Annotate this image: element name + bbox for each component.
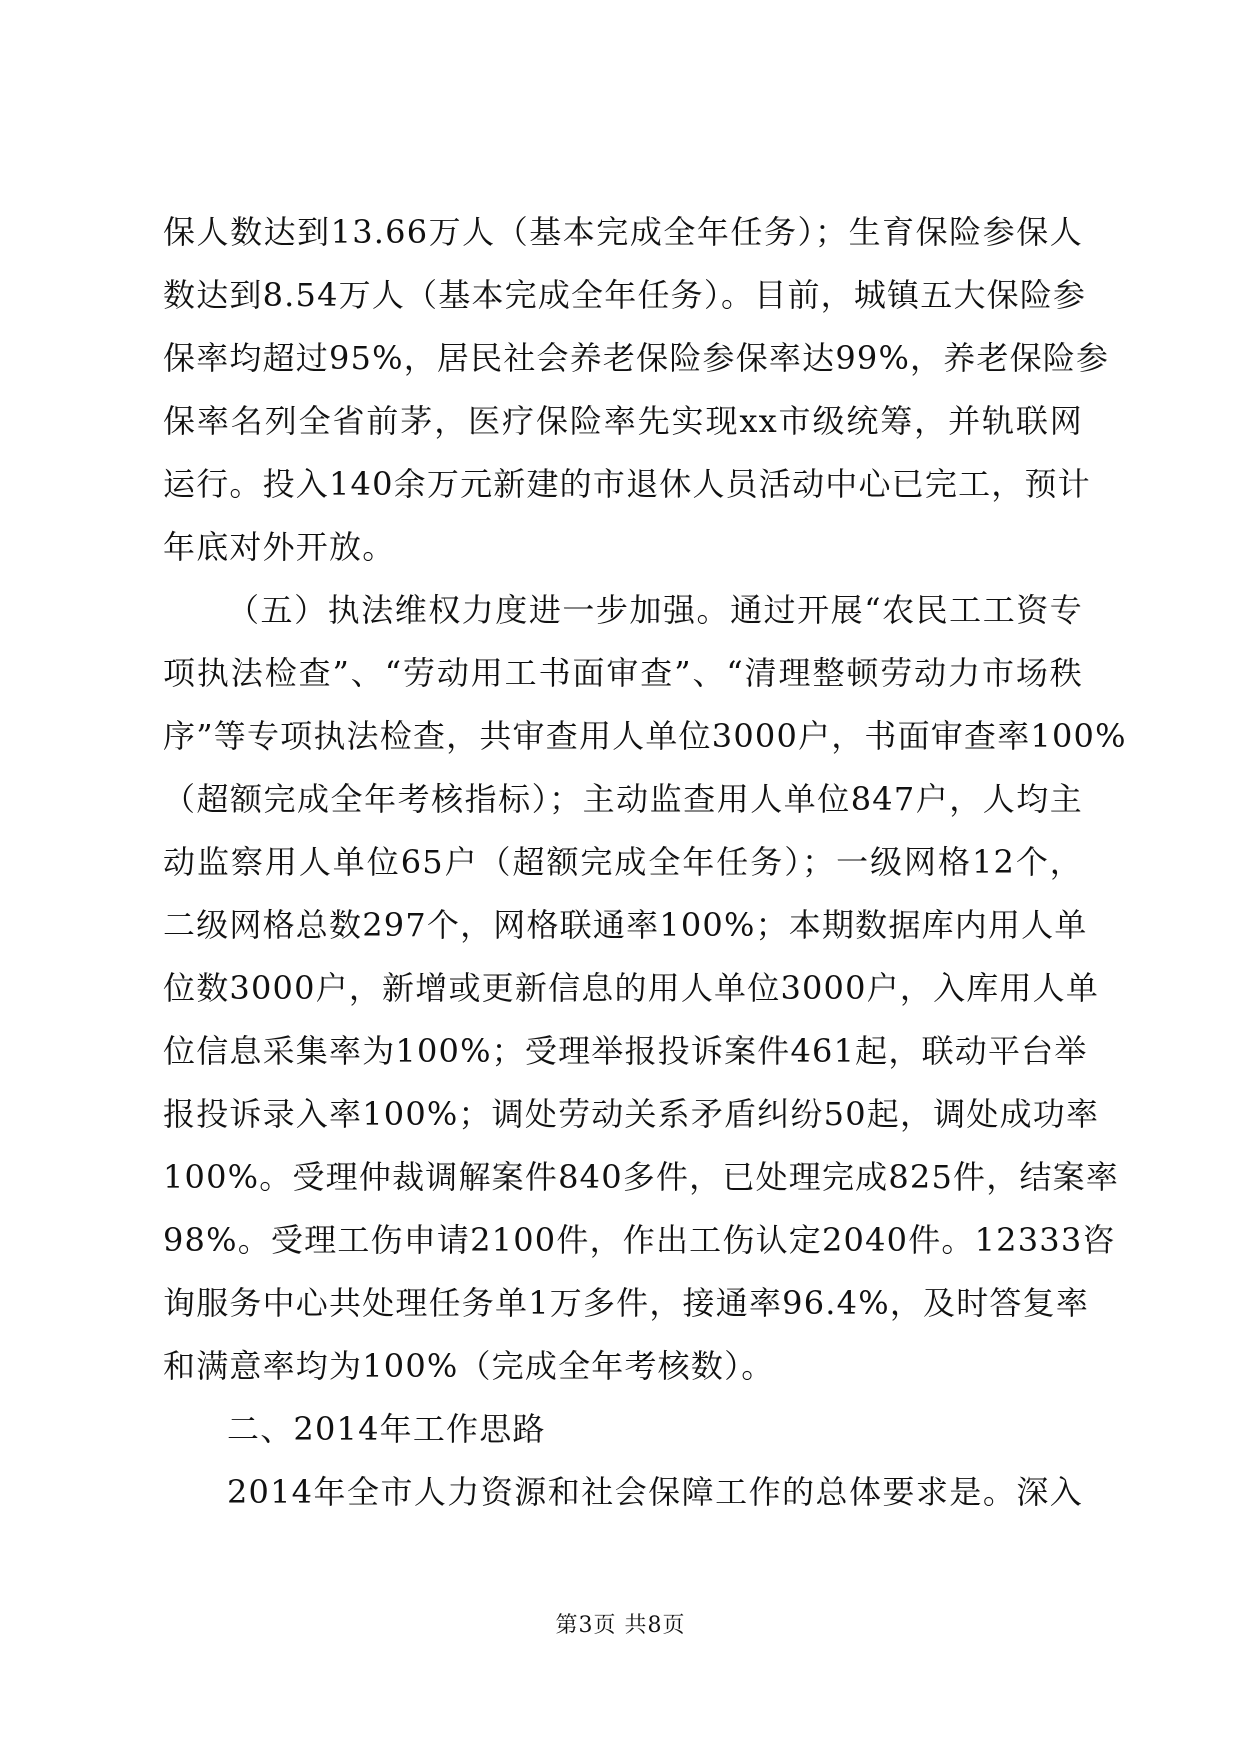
text-line: 保人数达到13.66万人（基本完成全年任务）；生育保险参保人 — [163, 213, 1083, 251]
text-line: 动监察用人单位65户（超额完成全年任务）；一级网格12个， — [163, 843, 1083, 881]
text-line: 运行。投入140余万元新建的市退休人员活动中心已完工，预计 — [163, 465, 1091, 503]
text-line: 二级网格总数297个，网格联通率100%；本期数据库内用人单 — [163, 906, 1088, 944]
text-line: 项执法检查”、“劳动用工书面审查”、“清理整顿劳动力市场秩 — [163, 654, 1083, 692]
text-line: 100%。受理仲裁调解案件840多件，已处理完成825件，结案率 — [163, 1158, 1120, 1196]
text-line: 数达到8.54万人（基本完成全年任务）。目前，城镇五大保险参 — [163, 276, 1087, 314]
text-line: 年底对外开放。 — [163, 528, 396, 566]
text-line: 位数3000户，新增或更新信息的用人单位3000户，入库用人单 — [163, 969, 1100, 1007]
text-line: 98%。受理工伤申请2100件，作出工伤认定2040件。12333咨 — [163, 1221, 1116, 1259]
text-line: 序”等专项执法检查，共审查用人单位3000户，书面审查率100% — [163, 717, 1127, 755]
text-line: 保率均超过95%，居民社会养老保险参保率达99%，养老保险参 — [163, 339, 1110, 377]
text-line: 2014年全市人力资源和社会保障工作的总体要求是。深入 — [227, 1473, 1083, 1511]
page-number-footer: 第3页 共8页 — [555, 1613, 686, 1638]
text-line: 和满意率均为100%（完成全年考核数）。 — [163, 1347, 775, 1385]
text-line: （超额完成全年考核指标）；主动监查用人单位847户，人均主 — [163, 780, 1083, 818]
text-line: 询服务中心共处理任务单1万多件，接通率96.4%，及时答复率 — [163, 1284, 1090, 1322]
section-two-heading: 二、2014年工作思路 — [227, 1410, 546, 1448]
text-line: 报投诉录入率100%；调处劳动关系矛盾纠纷50起，调处成功率 — [163, 1095, 1100, 1133]
section-five-heading-line: （五）执法维权力度进一步加强。通过开展“农民工工资专 — [227, 591, 1083, 629]
text-line: 位信息采集率为100%；受理举报投诉案件461起，联动平台举 — [163, 1032, 1088, 1070]
text-line: 保率名列全省前茅，医疗保险率先实现xx市级统筹，并轨联网 — [163, 402, 1083, 440]
